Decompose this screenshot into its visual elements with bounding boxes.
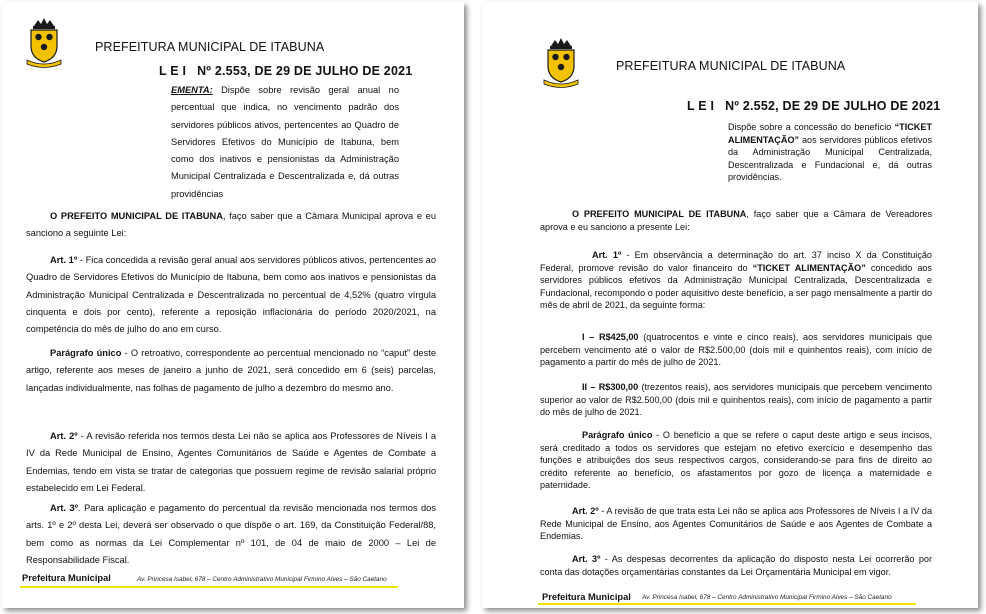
law-title: L E I Nº 2.553, DE 29 DE JULHO DE 2021 <box>159 64 413 78</box>
law-title: L E I Nº 2.552, DE 29 DE JULHO DE 2021 <box>687 99 941 113</box>
item-1-text: (quatrocentos e vinte e cinco reais), aos servidores municipais que percebem vencimento até o valor de R$2.500,00 (dois mil e quinhentos reais), com início de pagamento a partir do mês de julho de 2021. <box>540 332 933 368</box>
article-1-label: Art. 1º <box>592 250 622 260</box>
footer-divider <box>538 603 916 605</box>
paragraph-unico <box>26 345 436 397</box>
preamble <box>26 208 436 243</box>
footer-address: Av. Princesa Isabel, 678 – Centro Administrativo Municipal Firmino Alves – São Caetano <box>642 594 892 601</box>
paragraph-unico-label: Parágrafo único <box>582 430 653 440</box>
ementa-text-b: aos servidores públicos efetivos da Administração Municipal Centralizada, Descentralizada e Fundacional e, dá outras providências. <box>728 134 932 183</box>
ementa-label: EMENTA: <box>171 85 213 95</box>
item-2-text: (trezentos reais), aos servidores municipais que percebem vencimento superior ao valor de R$2.500,00 (dois mil e quinhentos reais), com início de pagamento a partir do mês de julho de 2021. <box>540 382 932 418</box>
law-page-2553 <box>2 2 464 608</box>
article-3-text: - As despesas decorrentes da aplicação do disposto nesta Lei ocorrerão por conta das dotações orçamentárias constantes da Lei Orçamentária Municipal em vigor. <box>540 554 932 577</box>
municipality-header: PREFEITURA MUNICIPAL DE ITABUNA <box>95 40 325 54</box>
ementa <box>728 121 932 184</box>
footer-divider <box>20 586 398 588</box>
preamble-bold: O PREFEITO MUNICIPAL DE ITABUNA <box>572 209 747 219</box>
municipality-header: PREFEITURA MUNICIPAL DE ITABUNA <box>616 59 846 73</box>
article-2-label: Art. 2º <box>50 431 78 441</box>
paragraph-unico-text: - O retroativo, correspondente ao percentual mencionado no “caput” deste artigo, referente aos meses de janeiro a junho de 2021, será concedido em 6 (seis) parcelas, lançadas individualmente, nas folhas de pagamento de julho a dezembro do mesmo ano. <box>26 348 436 393</box>
law-page-2552 <box>482 2 978 608</box>
item-1-label: I – R$425,00 <box>582 332 639 342</box>
article-3-label: Art. 3º <box>50 503 79 513</box>
article-1-text: - Fica concedida a revisão geral anual aos servidores públicos ativos, pertencentes ao Quadro de Servidores Efetivos do Município de Itabuna, bem como aos inativos e pensionistas da Administração Municipal Centralizada e Descentralizada no percentual de 4,52% (quatro vírgula cinquenta e dois por cento), referente a reposição inflacionária do período 2020/2021, na competência do mês de julho do ano em curso. <box>26 255 436 335</box>
ementa-text: Dispõe sobre revisão geral anual no percentual que indica, no vencimento padrão dos servidores públicos ativos, pertencentes ao Quadro de Servidores Efetivos do Município de Itabuna, bem como dos inativos e pensionistas da Administração Municipal Centralizada e Descentralizada e, dá outras providências <box>171 85 399 199</box>
ementa-bold: “TICKET ALIMENTAÇÃO” <box>728 122 932 145</box>
article-1-label: Art. 1º <box>50 255 78 265</box>
item-2-label: II – R$300,00 <box>582 382 639 392</box>
article-2-text: - A revisão de que trata esta Lei não se aplica aos Professores de Níveis I a IV da Rede Municipal de Ensino, aos Agentes Comunitários de Saúde e aos Agentes de Combate a Endemias. <box>540 506 932 542</box>
footer-name: Prefeitura Municipal <box>22 573 111 583</box>
article-1-text-a: - Em observância a determinação do art. 37 inciso X da Constituição Federal, promove revisão do valor financeiro do <box>540 250 932 273</box>
article-2-text: - A revisão referida nos termos desta Lei não se aplica aos Professores de Níveis I a IV da Rede Municipal de Ensino, Agentes Comunitários de Saúde e Agentes de Combate a Endemias, tendo em vista se tratar de categorias que possuem regime de revisão salarial próprio estabelecido em Lei Federal. <box>26 431 436 493</box>
preamble <box>540 208 932 233</box>
paragraph-unico-text: - O benefício a que se refere o caput deste artigo e seus incisos, será creditado a todos os servidores que estejam no efetivo exercício e desempenho das funções e atribuições dos seus respectivos cargos, considerando-se para fins de direito ao crédito referente ao benefício, os afastamentos por gozo de licença a maternidade e paternidade. <box>540 430 933 491</box>
paragraph-unico-label: Parágrafo único <box>50 348 122 358</box>
preamble-text: , faço saber que a Câmara de Vereadores aprova e eu sanciono a presente Lei: <box>540 209 932 232</box>
footer-name: Prefeitura Municipal <box>542 592 631 602</box>
article-2 <box>540 505 932 543</box>
article-3 <box>540 553 932 578</box>
article-1 <box>26 252 436 338</box>
coat-of-arms-icon <box>25 16 63 68</box>
article-3-text: . Para aplicação e pagamento do percentual da revisão mencionada nos termos dos arts. 1º e 2º desta Lei, deverá ser observado o que dispõe o art. 169, da Constituição Federal/88, bem como as normas da Lei Complementar nº 101, de 04 de maio de 2000 – Lei de Responsabilidade Fiscal. <box>26 503 436 565</box>
paragraph-unico <box>540 429 932 492</box>
preamble-bold: O PREFEITO MUNICIPAL DE ITABUNA <box>50 211 223 221</box>
article-1 <box>540 249 932 312</box>
article-3 <box>26 500 436 569</box>
item-2 <box>540 381 932 419</box>
article-1-bold: “TICKET ALIMENTAÇÃO” <box>752 262 866 273</box>
article-3-label: Art. 3º <box>572 554 601 564</box>
article-2 <box>26 428 436 497</box>
article-2-label: Art. 2º <box>572 506 599 516</box>
article-1-text-b: concedido aos servidores públicos efetivos da Administração Municipal Centralizada, Descentralizada e Fundacional, recompondo o poder aquisitivo deste benefício, a ser pago mensalmente a partir do mês de abril de 2021, da seguinte forma: <box>540 262 932 311</box>
footer-address: Av. Princesa Isabel, 678 – Centro Administrativo Municipal Firmino Alves – São Caetano <box>137 576 387 583</box>
coat-of-arms-icon <box>542 36 580 88</box>
ementa <box>171 82 399 203</box>
preamble-text: , faço saber que a Câmara Municipal aprova e eu sanciono a seguinte Lei: <box>26 211 436 239</box>
item-1 <box>540 331 932 369</box>
ementa-text-a: Dispõe sobre a concessão do benefício <box>728 122 895 132</box>
